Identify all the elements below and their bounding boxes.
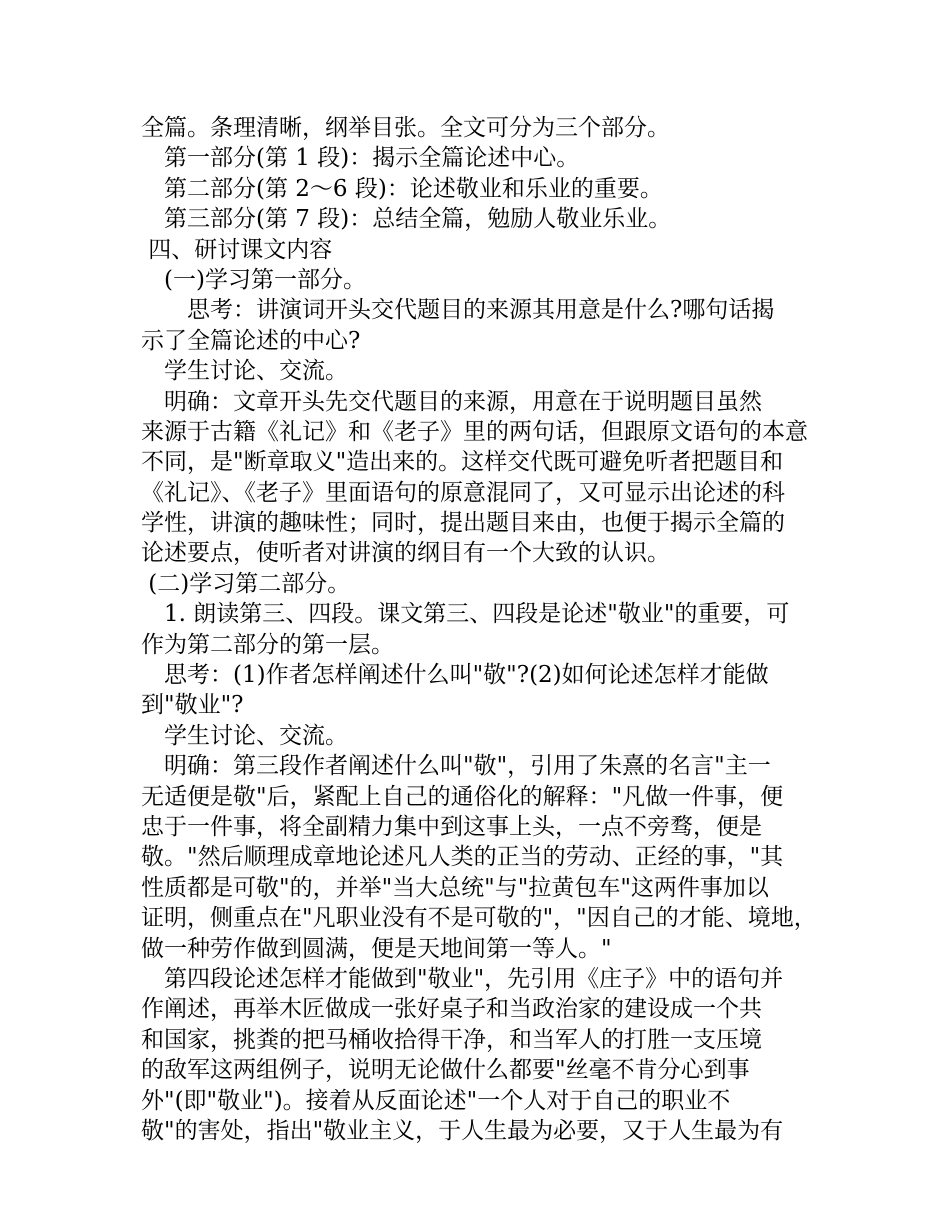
text-line: 外"(即"敬业")。接着从反面论述"一个人对于自己的职业不 <box>141 1087 731 1114</box>
text-line: 学生讨论、交流。 <box>141 722 348 749</box>
text-line: 作为第二部分的第一层。 <box>141 631 394 658</box>
subsection-heading: (一)学习第一部分。 <box>141 266 366 293</box>
text-line: 学性，讲演的趣味性；同时，提出题目来由，也便于揭示全篇的 <box>141 510 785 537</box>
text-line: 《礼记》、《老子》里面语句的原意混同了，又可显示出论述的科 <box>141 479 785 506</box>
text-line: 第二部分(第 2～6 段)：论述敬业和乐业的重要。 <box>141 175 663 202</box>
document-body <box>141 113 821 1146</box>
text-line: 做一种劳作做到圆满，便是天地间第一等人。" <box>141 935 612 962</box>
text-line: 敬"的害处，指出"敬业主义，于人生最为必要，又于人生最为有 <box>141 1117 784 1144</box>
text-line: 示了全篇论述的中心? <box>141 327 361 354</box>
text-line: 第四段论述怎样才能做到"敬业"，先引用《庄子》中的语句并 <box>141 965 784 992</box>
text-line: 证明，侧重点在"凡职业没有不是可敬的"，"因自己的才能、境地， <box>141 905 817 932</box>
text-line: 明确：第三段作者阐述什么叫"敬"，引用了朱熹的名言"主一 <box>141 753 771 780</box>
text-line: 作阐述，再举木匠做成一张好桌子和当政治家的建设成一个共 <box>141 996 762 1023</box>
text-line: 第三部分(第 7 段)：总结全篇，勉励人敬业乐业。 <box>141 206 672 233</box>
text-line: 忠于一件事，将全副精力集中到这事上头，一点不旁骛，便是 <box>141 813 762 840</box>
text-line: 不同，是"断章取义"造出来的。这样交代既可避免听者把题目和 <box>141 449 784 476</box>
text-line: 来源于古籍《礼记》和《老子》里的两句话，但跟原文语句的本意 <box>141 418 808 445</box>
text-line: 到"敬业"? <box>141 692 244 719</box>
text-line: 敬。"然后顺理成章地论述凡人类的正当的劳动、正经的事，"其 <box>141 844 784 871</box>
text-line: 思考：(1)作者怎样阐述什么叫"敬"?(2)如何论述怎样才能做 <box>141 662 769 689</box>
text-line: 思考：讲演词开头交代题目的来源其用意是什么?哪句话揭 <box>141 297 775 324</box>
text-line: 学生讨论、交流。 <box>141 358 348 385</box>
text-line: 全篇。条理清晰，纲举目张。全文可分为三个部分。 <box>141 115 670 141</box>
text-line: 无适便是敬"后，紧配上自己的通俗化的解释："凡做一件事，便 <box>141 783 784 810</box>
text-line: 和国家，挑粪的把马桶收拾得干净，和当军人的打胜一支压境 <box>141 1026 762 1053</box>
section-heading: 四、研讨课文内容 <box>141 236 333 263</box>
text-line: 的敌军这两组例子，说明无论做什么都要"丝毫不肯分心到事 <box>141 1057 750 1084</box>
text-line: 明确：文章开头先交代题目的来源，用意在于说明题目虽然 <box>141 388 762 415</box>
text-line: 1. 朗读第三、四段。课文第三、四段是论述"敬业"的重要，可 <box>141 601 790 628</box>
text-line: 第一部分(第 1 段)：揭示全篇论述中心。 <box>141 145 580 172</box>
text-line: 论述要点，使听者对讲演的纲目有一个大致的认识。 <box>141 540 670 567</box>
subsection-heading: (二)学习第二部分。 <box>141 570 351 597</box>
text-line: 性质都是可敬"的，并举"当大总统"与"拉黄包车"这两件事加以 <box>141 874 769 901</box>
